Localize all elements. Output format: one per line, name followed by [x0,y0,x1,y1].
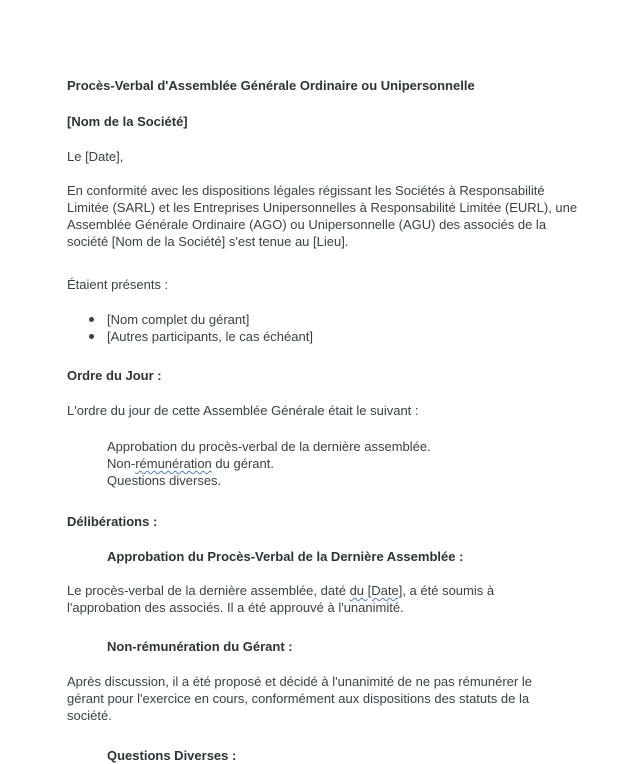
agenda-item-text: Non- [107,456,136,471]
section2-body: Après discussion, il a été proposé et décidé à l'unanimité de ne pas rémunérer le gérant pour l'exercice en cours, conformément aux dispositions des statuts de la société. [67,674,532,723]
agenda-list [107,438,431,489]
attendees-list [67,311,313,345]
bullet-icon [89,317,94,322]
agenda-heading: Ordre du Jour : [67,368,162,383]
spellcheck-flagged-word[interactable]: rémunération [135,456,212,471]
agenda-item [107,455,431,472]
agenda-intro: L'ordre du jour de cette Assemblée Générale était le suivant : [67,403,419,418]
section1-heading: Approbation du Procès-Verbal de la Dernière Assemblée : [107,549,464,564]
section2-heading: Non-rémunération du Gérant : [107,639,293,654]
attendee-item [67,311,313,328]
intro-paragraph: En conformité avec les dispositions légales régissant les Sociétés à Responsabilité Limitée (SARL) et les Entreprises Unipersonnelles à Responsabilité Limitée (EURL), une Assemblée Générale Ordinaire (AGO) ou Unipersonnelle (AGU) des associés de la société [Nom de la Société] s'est tenue au [Lieu]. [67,183,578,249]
attendee-text: [Autres participants, le cas échéant] [107,329,313,344]
section1-body-text: , a été soumis à l'approbation des associés. Il a été approuvé à l'unanimité. [67,583,495,615]
attendees-label: Étaient présents : [67,277,169,292]
agenda-item-text: du gérant. [211,456,274,471]
attendee-item [67,328,313,345]
document-title: Procès-Verbal d'Assemblée Générale Ordinaire ou Unipersonnelle [67,78,475,93]
section3-heading: Questions Diverses : [107,748,237,763]
date-line: Le [Date], [67,149,124,164]
bullet-icon [89,334,94,339]
agenda-item: Questions diverses. [107,473,222,488]
section1-body [67,582,517,616]
deliberations-heading: Délibérations : [67,514,158,529]
company-name-placeholder: [Nom de la Société] [67,114,188,129]
attendee-text: [Nom complet du gérant] [107,312,250,327]
agenda-item: Approbation du procès-verbal de la dernière assemblée. [107,439,431,454]
section1-body-text: Le procès-verbal de la dernière assemblée, daté [67,583,350,598]
spellcheck-flagged-phrase[interactable]: du [Date] [349,583,403,598]
